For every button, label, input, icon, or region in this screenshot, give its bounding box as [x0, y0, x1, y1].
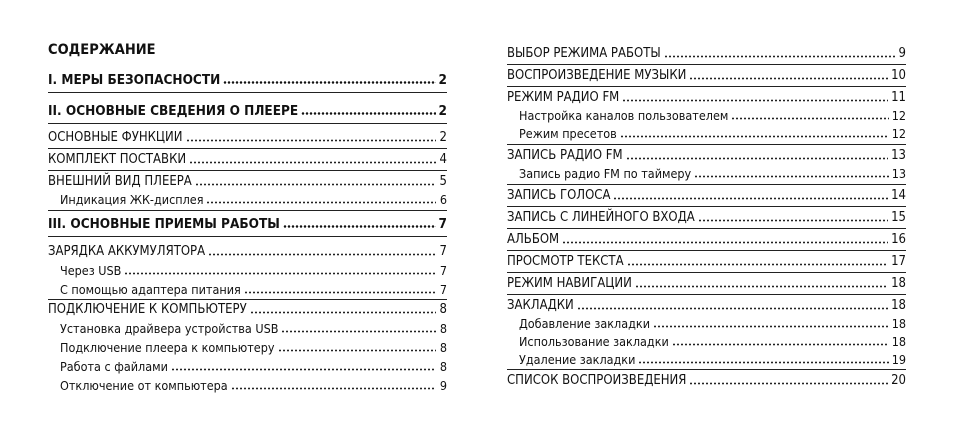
dot-leader — [250, 311, 436, 314]
toc-entry-page: 10 — [891, 68, 906, 83]
chapter-divider — [48, 148, 447, 149]
toc-entry-page: 2 — [438, 103, 447, 119]
toc-entry-label: С помощью адаптера питания — [60, 282, 241, 297]
toc-entry-page: 8 — [439, 359, 447, 374]
dot-leader — [622, 99, 888, 102]
toc-entry-page: 12 — [891, 126, 906, 141]
dot-leader — [626, 157, 888, 160]
toc-entry-label: ПОДКЛЮЧЕНИЕ К КОМПЬЮТЕРУ — [48, 302, 247, 317]
dot-leader — [186, 139, 437, 142]
toc-entry[interactable] — [507, 252, 906, 270]
dot-leader — [635, 285, 888, 288]
toc-entry-label: ЗАКЛАДКИ — [507, 298, 574, 313]
toc-entry-label: ВНЕШНИЙ ВИД ПЛЕЕРА — [48, 174, 192, 189]
toc-entry-label: II. ОСНОВНЫЕ СВЕДЕНИЯ О ПЛЕЕРЕ — [48, 103, 299, 119]
toc-entry[interactable] — [507, 186, 906, 204]
dot-leader — [171, 368, 436, 371]
dot-leader — [189, 161, 436, 164]
dot-leader — [689, 77, 888, 80]
toc-entry-page: 7 — [439, 282, 447, 297]
toc-entry-page: 13 — [891, 148, 906, 163]
chapter-divider — [507, 228, 906, 229]
dot-leader — [689, 382, 888, 385]
toc-entry-label: Режим пресетов — [519, 126, 617, 141]
toc-entry-page: 2 — [439, 130, 447, 145]
toc-entry-page: 17 — [891, 254, 906, 269]
chapter-divider — [507, 369, 906, 370]
dot-leader — [613, 197, 888, 200]
toc-entry[interactable] — [507, 274, 906, 292]
toc-entry-label: Установка драйвера устройства USB — [60, 321, 279, 336]
toc-entry[interactable] — [507, 146, 906, 164]
toc-entry-page: 7 — [439, 244, 447, 259]
dot-leader — [281, 330, 436, 333]
toc-entry-label: СПИСОК ВОСПРОИЗВЕДЕНИЯ — [507, 373, 687, 388]
toc-entry[interactable] — [60, 376, 447, 394]
dot-leader — [124, 272, 436, 275]
toc-entry-label: Настройка каналов пользователем — [519, 108, 729, 123]
dot-leader — [283, 225, 436, 228]
toc-entry[interactable] — [60, 261, 447, 279]
toc-entry[interactable] — [48, 70, 447, 88]
toc-entry-page: 7 — [438, 216, 447, 232]
toc-entry[interactable] — [519, 164, 906, 182]
toc-entry-label: I. МЕРЫ БЕЗОПАСНОСТИ — [48, 72, 221, 88]
toc-entry[interactable] — [48, 242, 447, 260]
dot-leader — [620, 135, 889, 138]
toc-entry-page: 7 — [439, 263, 447, 278]
toc-entry-page: 9 — [898, 46, 906, 61]
toc-entry-page: 5 — [439, 174, 447, 189]
dot-leader — [231, 387, 436, 390]
toc-entry-label: ЗАПИСЬ ГОЛОСА — [507, 188, 611, 203]
dot-leader — [206, 201, 436, 204]
dot-leader — [223, 81, 435, 84]
toc-entry-label: РЕЖИМ РАДИО FM — [507, 90, 620, 105]
toc-entry-label: Удаление закладки — [519, 352, 636, 367]
toc-entry-page: 8 — [439, 302, 447, 317]
toc-entry[interactable] — [507, 208, 906, 226]
toc-title: СОДЕРЖАНИЕ — [48, 42, 156, 58]
toc-entry-label: ВОСПРОИЗВЕДЕНИЕ МУЗЫКИ — [507, 68, 687, 83]
toc-entry[interactable] — [48, 214, 447, 232]
toc-entry-label: ЗАПИСЬ С ЛИНЕЙНОГО ВХОДА — [507, 210, 695, 225]
dot-leader — [731, 117, 888, 120]
toc-entry-page: 15 — [891, 210, 906, 225]
toc-entry-label: АЛЬБОМ — [507, 232, 560, 247]
toc-entry-label: ОСНОВНЫЕ ФУНКЦИИ — [48, 130, 183, 145]
toc-entry-page: 6 — [439, 192, 447, 207]
toc-entry-label: Подключение плеера к компьютеру — [60, 340, 275, 355]
toc-entry[interactable] — [519, 106, 906, 124]
toc-entry-label: РЕЖИМ НАВИГАЦИИ — [507, 276, 632, 291]
toc-entry-page: 18 — [891, 316, 906, 331]
toc-entry-label: КОМПЛЕКТ ПОСТАВКИ — [48, 152, 187, 167]
section-divider — [48, 92, 447, 93]
toc-entry[interactable] — [507, 44, 906, 62]
toc-entry-page: 19 — [891, 352, 906, 367]
dot-leader — [195, 183, 436, 186]
toc-entry-page: 8 — [439, 340, 447, 355]
toc-entry[interactable] — [48, 300, 447, 318]
toc-entry[interactable] — [507, 66, 906, 84]
dot-leader — [577, 307, 888, 310]
toc-entry[interactable] — [48, 150, 447, 168]
toc-entry-page: 18 — [891, 276, 906, 291]
toc-entry[interactable] — [519, 314, 906, 332]
section-divider — [48, 210, 447, 211]
toc-entry[interactable] — [60, 319, 447, 337]
toc-entry[interactable] — [519, 124, 906, 142]
toc-entry[interactable] — [507, 88, 906, 106]
chapter-divider — [507, 294, 906, 295]
toc-entry-label: Индикация ЖК-дисплея — [60, 192, 204, 207]
toc-entry-label: ЗАРЯДКА АККУМУЛЯТОРА — [48, 244, 206, 259]
toc-entry-page: 18 — [891, 298, 906, 313]
toc-entry[interactable] — [60, 190, 447, 208]
toc-entry-page: 14 — [891, 188, 906, 203]
toc-entry[interactable] — [519, 350, 906, 368]
dot-leader — [672, 343, 889, 346]
toc-entry-page: 20 — [891, 373, 906, 388]
toc-entry-label: Запись радио FM по таймеру — [519, 166, 692, 181]
dot-leader — [278, 349, 436, 352]
toc-entry[interactable] — [507, 230, 906, 248]
toc-entry-label: Использование закладки — [519, 334, 669, 349]
toc-entry-label: Отключение от компьютера — [60, 378, 228, 393]
chapter-divider — [507, 86, 906, 87]
dot-leader — [638, 361, 888, 364]
toc-entry[interactable] — [519, 332, 906, 350]
toc-entry[interactable] — [507, 371, 906, 389]
toc-entry-page: 8 — [439, 321, 447, 336]
dot-leader — [627, 263, 889, 266]
toc-entry-page: 18 — [891, 334, 906, 349]
dot-leader — [562, 241, 888, 244]
chapter-divider — [507, 272, 906, 273]
toc-entry[interactable] — [48, 128, 447, 146]
toc-entry-label: ПРОСМОТР ТЕКСТА — [507, 254, 624, 269]
dot-leader — [698, 219, 888, 222]
section-divider — [48, 123, 447, 124]
chapter-divider — [507, 206, 906, 207]
toc-entry-page: 2 — [438, 72, 447, 88]
section-divider — [48, 236, 447, 237]
toc-entry-label: Добавление закладки — [519, 316, 651, 331]
dot-leader — [694, 175, 888, 178]
toc-entry[interactable] — [48, 172, 447, 190]
toc-entry[interactable] — [60, 338, 447, 356]
chapter-divider — [507, 250, 906, 251]
toc-entry[interactable] — [507, 296, 906, 314]
toc-entry[interactable] — [60, 280, 447, 298]
toc-entry[interactable] — [48, 101, 447, 119]
toc-entry-label: III. ОСНОВНЫЕ ПРИЕМЫ РАБОТЫ — [48, 216, 280, 232]
toc-entry-label: Через USB — [60, 263, 122, 278]
chapter-divider — [507, 184, 906, 185]
toc-entry-label: Работа с файлами — [60, 359, 168, 374]
dot-leader — [244, 291, 436, 294]
toc-entry-label: ЗАПИСЬ РАДИО FM — [507, 148, 623, 163]
toc-entry-page: 4 — [439, 152, 447, 167]
toc-entry-page: 13 — [891, 166, 906, 181]
toc-entry-page: 9 — [439, 378, 447, 393]
chapter-divider — [48, 170, 447, 171]
dot-leader — [653, 325, 889, 328]
toc-entry-page: 16 — [891, 232, 906, 247]
chapter-divider — [507, 64, 906, 65]
toc-entry-page: 12 — [891, 108, 906, 123]
toc-entry-label: ВЫБОР РЕЖИМА РАБОТЫ — [507, 46, 661, 61]
toc-entry-page: 11 — [891, 90, 906, 105]
dot-leader — [664, 55, 895, 58]
toc-entry[interactable] — [60, 357, 447, 375]
chapter-divider — [507, 144, 906, 145]
dot-leader — [301, 112, 435, 115]
dot-leader — [208, 253, 436, 256]
